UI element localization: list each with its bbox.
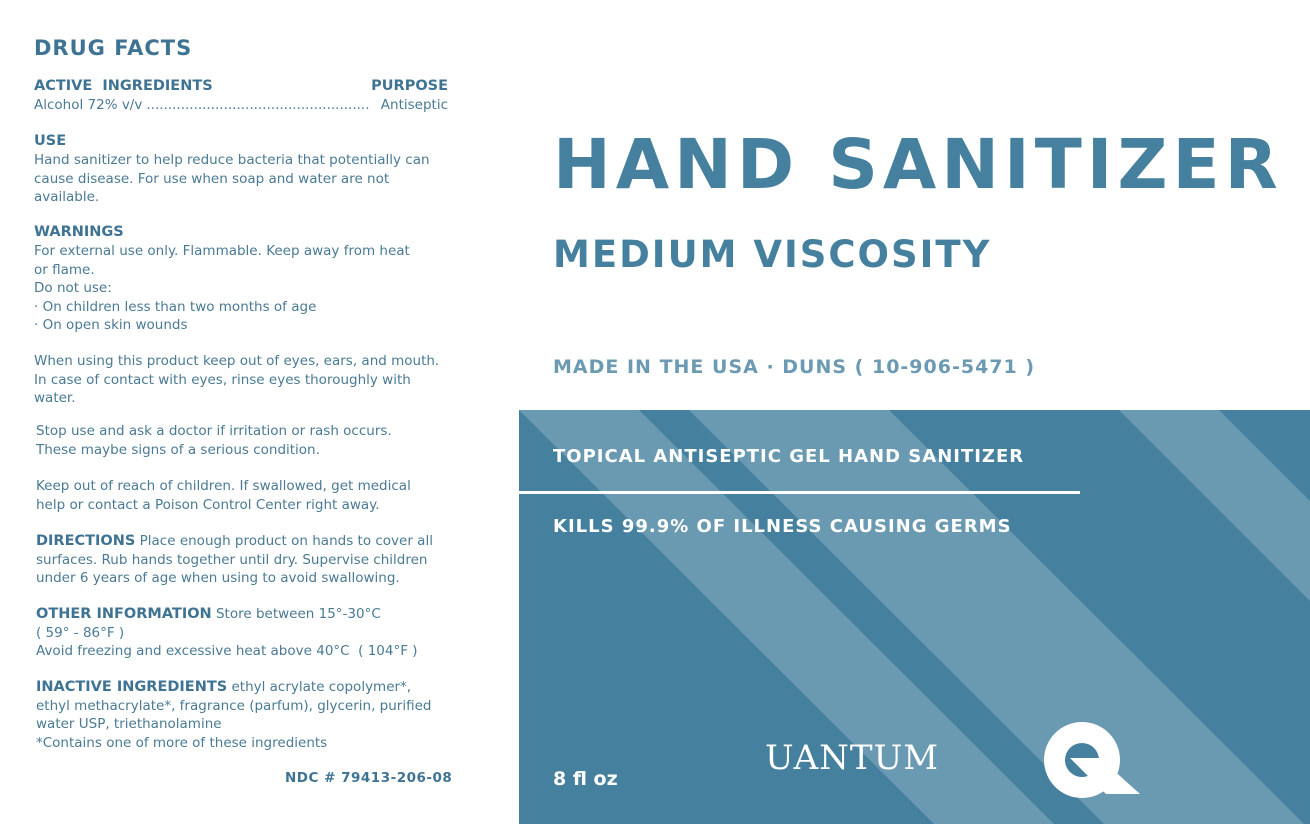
inactive-ingredients-text: ethyl acrylate copolymer*, ethyl methacrylate*, fragrance (parfum), glycerin, purified water USP, triethanolamine (36, 679, 432, 732)
directions-label: DIRECTIONS (36, 533, 136, 549)
warnings-label: WARNINGS (34, 224, 124, 240)
active-ingredients-header (34, 78, 448, 94)
active-ingredients-label: ACTIVE INGREDIENTS (34, 78, 213, 94)
use-label: USE (34, 133, 67, 149)
warnings-block (34, 242, 454, 335)
other-information-line: Store between 15°-30°C (215, 606, 381, 622)
warning-line: · On open skin wounds (34, 317, 188, 333)
divider-line (519, 491, 1080, 494)
ndc-number: NDC # 79413-206-08 (285, 770, 453, 786)
inactive-note: *Contains one of more of these ingredients (36, 734, 328, 751)
directions-text: Place enough product on hands to cover all surfaces. Rub hands together until dry. Supervise children under 6 years of age when using to avoid swallowing. (36, 533, 433, 586)
product-title: HAND SANITIZER (553, 125, 1283, 205)
eyes-warning: When using this product keep out of eyes, ears, and mouth. In case of contact with eyes, rinse eyes thoroughly with water. (34, 353, 440, 406)
other-information-label: OTHER INFORMATION (36, 606, 212, 622)
quantum-q-logo-icon (1040, 718, 1160, 808)
made-in-usa: MADE IN THE USA · DUNS ( 10-906-5471 ) (553, 356, 1036, 378)
active-ingredient: Alcohol 72% v/v (34, 97, 143, 113)
warning-line: For external use only. Flammable. Keep away from heat (34, 243, 410, 259)
leader-dots: .................................................... (146, 97, 370, 113)
volume-label: 8 fl oz (553, 768, 618, 790)
other-information-block (36, 605, 456, 661)
active-ingredient-row (34, 96, 448, 115)
kills-germs-claim: KILLS 99.9% OF ILLNESS CAUSING GERMS (553, 516, 1012, 537)
keep-out-line: help or contact a Poison Control Center right away. (36, 496, 380, 513)
inactive-ingredients-label: INACTIVE INGREDIENTS (36, 679, 228, 695)
other-information-line: Avoid freezing and excessive heat above 40°C ( 104°F ) (36, 643, 418, 659)
warning-line: · On children less than two months of age (34, 298, 317, 315)
keep-out-block (36, 477, 454, 514)
directions-block (36, 532, 446, 588)
stop-use-block (36, 422, 454, 459)
other-information-line: ( 59° - 86°F ) (36, 624, 125, 641)
stop-use-line: These maybe signs of a serious condition. (36, 441, 320, 458)
drug-facts-title: DRUG FACTS (34, 36, 193, 60)
warning-line: Do not use: (34, 280, 112, 296)
drug-facts-panel (34, 36, 454, 60)
use-text: Hand sanitizer to help reduce bacteria that potentially can cause disease. For use when soap and water are not available. (34, 152, 430, 205)
warning-line: or flame. (34, 261, 95, 278)
inactive-ingredients-block (36, 678, 446, 752)
keep-out-line: Keep out of reach of children. If swallowed, get medical (36, 478, 411, 494)
stripe (1119, 410, 1310, 601)
product-subtitle: MEDIUM VISCOSITY (553, 233, 992, 276)
active-purpose: Antiseptic (380, 97, 448, 113)
purpose-label: PURPOSE (371, 78, 448, 94)
topical-antiseptic-label: TOPICAL ANTISEPTIC GEL HAND SANITIZER (553, 446, 1025, 467)
stop-use-line: Stop use and ask a doctor if irritation or rash occurs. (36, 423, 392, 439)
brand-wordmark: UANTUM (765, 738, 940, 778)
